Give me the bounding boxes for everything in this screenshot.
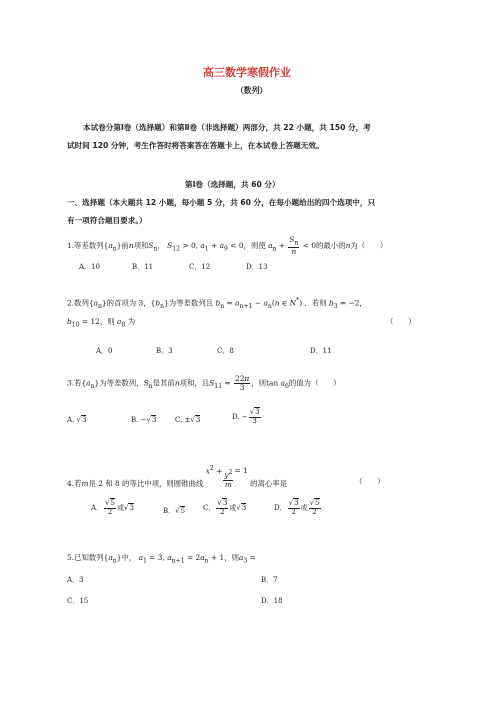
q1-option-b: B．11 — [132, 263, 154, 271]
q4-option-b: B．√5 — [163, 507, 186, 515]
q5-option-d: D．18 — [261, 597, 283, 605]
q2-option-a: A．0 — [96, 347, 113, 355]
question-2-line-2: $b_{10} = 12$，则 $a_8$ 为 — [67, 317, 136, 329]
question-3: 3.若$\{a_n\}$为等差数列，$S_n$是其前n项和，且$S_{11}$ = $\frac{22\pi}{3}$ ，则$\tan a_6$的值为（ ） — [67, 374, 341, 393]
section-heading-line-1: 一、选择题（本大题共 12 小题，每小题 5 分，共 60 分，在每小题给出的四个选项中，只 — [67, 198, 376, 207]
instructions-line-1: 本试卷分第Ⅰ卷（选择题）和第Ⅱ卷（非选择题）两部分，共 22 小题，共 150 分，考 — [83, 123, 371, 132]
q1-option-a: A．10 — [79, 263, 100, 271]
q3-option-d: D. − $\frac{√3}{3}$ — [232, 408, 260, 425]
q5-option-a: A．3 — [67, 576, 84, 584]
q3-option-b: B. −√3 — [131, 416, 157, 424]
q3-option-c: C. ±√3 — [175, 416, 201, 424]
q2-option-c: C．8 — [217, 347, 234, 355]
q4-option-d: D． $\frac{√3}{2}$ 或 $\frac{√5}{2}$ — [274, 499, 320, 516]
q5-option-c: C．15 — [67, 597, 89, 605]
q1-option-d: D．13 — [246, 263, 268, 271]
q1-option-c: C．12 — [189, 263, 211, 271]
question-4: 4.若m是 2 和 8 的等比中项，则圆锥曲线 $x^2$ + $\frac{y^2}{m}$ = 1 的离心率是 — [67, 464, 288, 489]
instructions-line-2: 试时间 120 分钟，考生作答时将答案答在答题卡上，在本试卷上答题无效。 — [67, 141, 324, 150]
q2-option-d: D．11 — [310, 347, 332, 355]
page-subtitle: （数列） — [236, 86, 268, 95]
q4-option-c: C． $\frac{√3}{2}$ 或√3 — [203, 499, 247, 516]
page-title: 高三数学寒假作业 — [203, 66, 291, 79]
section-heading-line-2: 有一项符合题目要求。） — [67, 216, 147, 225]
q4-option-a: A． $\frac{√5}{2}$ 或√3 — [91, 499, 134, 516]
q4-answer-paren: （ ） — [355, 477, 385, 486]
q3-option-a: A. √3 — [67, 416, 87, 424]
q2-answer-paren: （ ） — [386, 317, 416, 326]
question-1: 1.等差数列$\{a_n\}$前n项和$S_n$． $S_{12} > 0$, $a_1 + a_9 < 0$，则使 $a_n$ + $\frac{S_n}{n}$ < 0的最小的n为（ ） — [67, 235, 388, 257]
q5-option-b: B．7 — [261, 576, 278, 584]
question-5: 5.已知数列$\{a_n\}$中， $a_1 = 3$, $a_{n+1} = 2a_n + 1$，则$a_3$ = — [67, 553, 256, 565]
part-heading: 第Ⅰ卷（选择题，共 60 分） — [185, 180, 280, 189]
q2-option-b: B．3 — [156, 347, 173, 355]
question-2: 2.数列$\{a_n\}$的首项为 3，$\{b_n\}$为等差数列且 $b_n = a_{n+1} - a_n(n$ ∈ N*) ．若则 $b_3 = -2$， — [67, 297, 367, 310]
